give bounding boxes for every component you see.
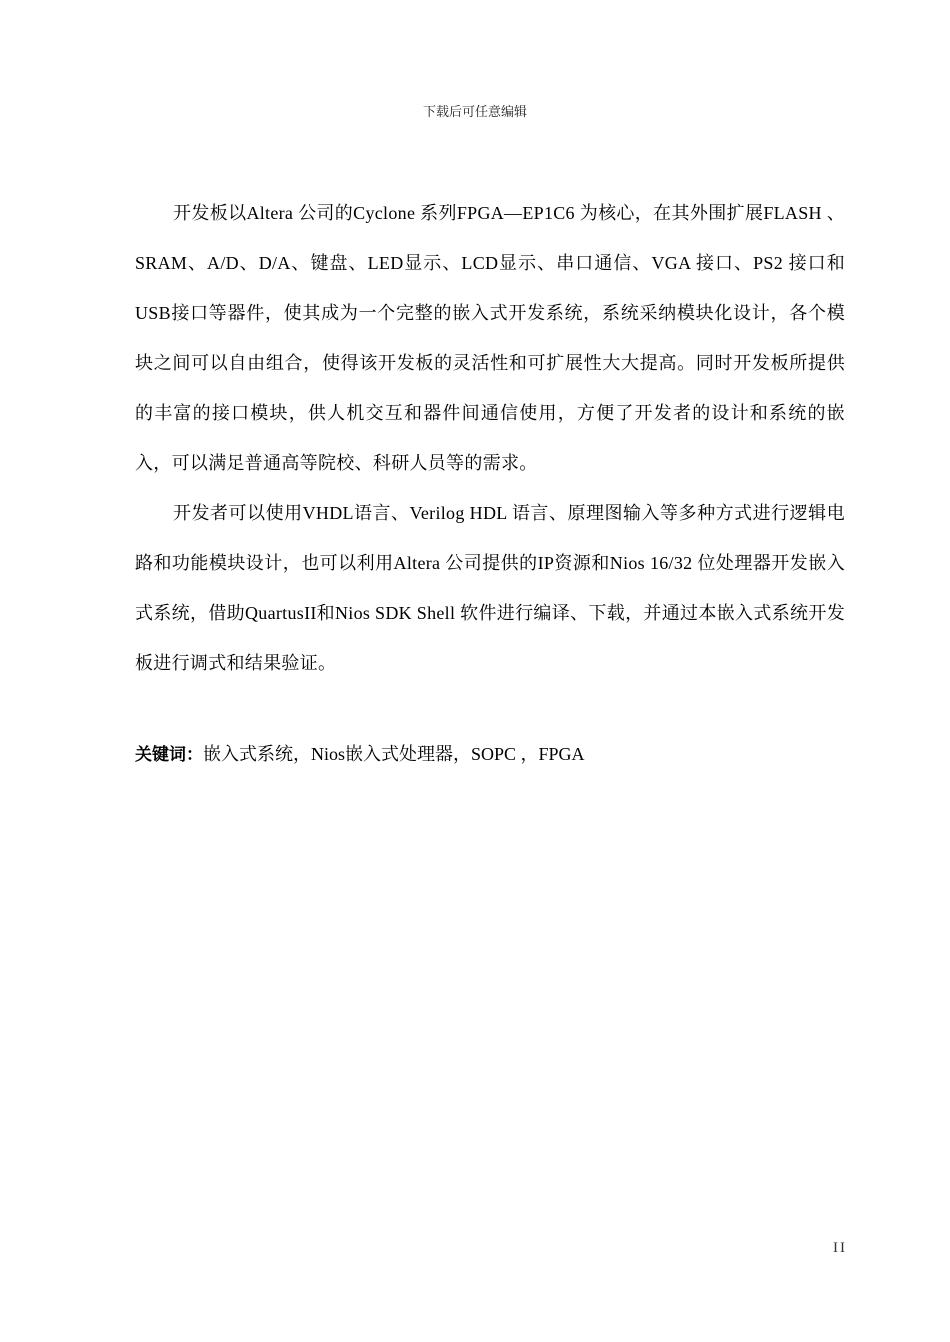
page-header: 下载后可任意编辑: [422, 104, 527, 119]
page-number: II: [833, 1240, 847, 1256]
keywords-value: 嵌入式系统，Nios嵌入式处理器，SOPC ，FPGA: [203, 744, 585, 764]
keywords-label: 关键词：: [135, 745, 203, 765]
abstract-paragraph-1: 开发板以Altera 公司的Cyclone 系列FPGA—EP1C6 为核心，在其外围扩展FLASH 、SRAM、A/D、D/A、键盘、LED显示、LCD显示、串口通信、VGA 接口、PS2 接口和USB接口等器件，使其成为一个完整的嵌入式开发系统，系统采纳模块化设计，各个模块之间可以自由组合，使得该开发板的灵活性和可扩展性大大提高。同时开发板所提供的丰富的接口模块，供人机交互和器件间通信使用，方便了开发者的设计和系统的嵌入，可以满足普通高等院校、科研人员等的需求。: [135, 203, 845, 473]
abstract-body: [135, 188, 845, 688]
abstract-paragraph-2: 开发者可以使用VHDL语言、Verilog HDL 语言、原理图输入等多种方式进行逻辑电路和功能模块设计，也可以利用Altera 公司提供的IP资源和Nios 16/32 位处理器开发嵌入式系统，借助QuartusII和Nios SDK Shell 软件进行编译、下载，并通过本嵌入式系统开发板进行调式和结果验证。: [135, 503, 845, 673]
keywords-line: [135, 730, 845, 779]
